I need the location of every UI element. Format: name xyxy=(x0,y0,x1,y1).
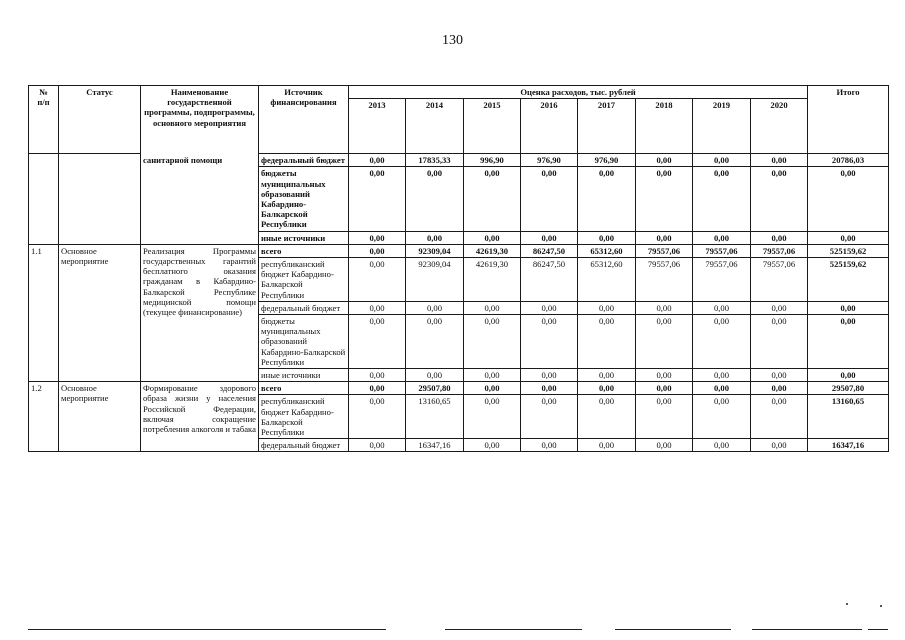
header-name: Наименование государственной программы, подпрограммы, основного мероприятия xyxy=(141,86,259,154)
cell-value: 92309,04 xyxy=(406,258,464,302)
header-status: Статус xyxy=(59,86,141,154)
cell-value: 79557,06 xyxy=(751,258,808,302)
cell-value: 0,00 xyxy=(693,395,751,439)
row-program-name: Формирование здорового образа жизни у населения Российской Федерации, включая сокращение потребления алкоголя и табака xyxy=(141,382,259,452)
header-num: № п/п xyxy=(29,86,59,154)
row-program-name: Реализация Программы государственных гарантий бесплатного оказания гражданам в Кабардино-Балкарской Республике медицинской помощи (текущее финансирование) xyxy=(141,244,259,381)
cell-value: 0,00 xyxy=(693,369,751,382)
cell-value: 0,00 xyxy=(578,439,636,452)
cell-value: 0,00 xyxy=(349,231,406,244)
row-status: Основное мероприятие xyxy=(59,382,141,452)
footer-rule xyxy=(28,629,386,630)
row-funding-source: федеральный бюджет xyxy=(259,439,349,452)
cell-value: 0,00 xyxy=(521,167,578,231)
footer-rule xyxy=(752,629,862,630)
row-program-name: санитарной помощи xyxy=(141,154,259,245)
header-source: Источник финансирования xyxy=(259,86,349,154)
cell-total: 29507,80 xyxy=(808,382,889,395)
cell-value: 0,00 xyxy=(464,382,521,395)
row-funding-source: республиканский бюджет Кабардино-Балкарской Республики xyxy=(259,395,349,439)
cell-value: 0,00 xyxy=(464,231,521,244)
cell-value: 0,00 xyxy=(349,301,406,314)
header-estimate: Оценка расходов, тыс. рублей xyxy=(349,86,808,99)
cell-value: 0,00 xyxy=(349,369,406,382)
cell-value: 0,00 xyxy=(693,439,751,452)
cell-total: 16347,16 xyxy=(808,439,889,452)
cell-value: 79557,06 xyxy=(693,258,751,302)
cell-value: 0,00 xyxy=(636,369,693,382)
cell-value: 976,90 xyxy=(521,154,578,167)
header-year: 2018 xyxy=(636,99,693,154)
expense-table xyxy=(28,85,889,452)
cell-value: 0,00 xyxy=(521,439,578,452)
cell-value: 0,00 xyxy=(636,301,693,314)
cell-value: 0,00 xyxy=(693,315,751,369)
cell-value: 0,00 xyxy=(464,439,521,452)
row-funding-source: федеральный бюджет xyxy=(259,301,349,314)
row-funding-source: иные источники xyxy=(259,369,349,382)
cell-value: 996,90 xyxy=(464,154,521,167)
row-number xyxy=(29,154,59,245)
cell-value: 0,00 xyxy=(693,231,751,244)
cell-value: 0,00 xyxy=(751,231,808,244)
cell-value: 17835,33 xyxy=(406,154,464,167)
table-row xyxy=(29,382,889,395)
cell-value: 42619,30 xyxy=(464,244,521,257)
table-row xyxy=(29,154,889,167)
row-status xyxy=(59,154,141,245)
row-funding-source: всего xyxy=(259,382,349,395)
cell-value: 0,00 xyxy=(406,167,464,231)
row-funding-source: республиканский бюджет Кабардино-Балкарской Республики xyxy=(259,258,349,302)
footer-rule xyxy=(615,629,731,630)
cell-value: 0,00 xyxy=(751,439,808,452)
cell-value: 0,00 xyxy=(693,382,751,395)
cell-value: 0,00 xyxy=(636,231,693,244)
cell-value: 0,00 xyxy=(349,244,406,257)
cell-value: 86247,50 xyxy=(521,244,578,257)
cell-value: 0,00 xyxy=(521,315,578,369)
cell-value: 0,00 xyxy=(521,369,578,382)
row-funding-source: федеральный бюджет xyxy=(259,154,349,167)
cell-value: 0,00 xyxy=(464,395,521,439)
header-year: 2015 xyxy=(464,99,521,154)
cell-value: 92309,04 xyxy=(406,244,464,257)
cell-value: 0,00 xyxy=(464,369,521,382)
cell-total: 525159,62 xyxy=(808,244,889,257)
cell-value: 0,00 xyxy=(636,382,693,395)
cell-value: 0,00 xyxy=(464,315,521,369)
row-funding-source: иные источники xyxy=(259,231,349,244)
cell-value: 0,00 xyxy=(521,301,578,314)
cell-value: 0,00 xyxy=(464,301,521,314)
cell-total: 0,00 xyxy=(808,167,889,231)
cell-value: 0,00 xyxy=(521,395,578,439)
cell-total: 0,00 xyxy=(808,231,889,244)
cell-value: 0,00 xyxy=(578,395,636,439)
cell-value: 0,00 xyxy=(521,231,578,244)
cell-total: 0,00 xyxy=(808,315,889,369)
cell-value: 0,00 xyxy=(406,369,464,382)
cell-value: 0,00 xyxy=(521,382,578,395)
table-header xyxy=(29,86,889,154)
cell-value: 65312,60 xyxy=(578,244,636,257)
cell-value: 0,00 xyxy=(406,231,464,244)
page-number: 130 xyxy=(442,33,463,48)
cell-value: 0,00 xyxy=(349,167,406,231)
cell-value: 0,00 xyxy=(349,315,406,369)
cell-value: 0,00 xyxy=(636,395,693,439)
footer-rule xyxy=(445,629,582,630)
row-number: 1.2 xyxy=(29,382,59,452)
header-year: 2017 xyxy=(578,99,636,154)
cell-value: 0,00 xyxy=(578,301,636,314)
header-year: 2013 xyxy=(349,99,406,154)
cell-value: 0,00 xyxy=(349,395,406,439)
row-number: 1.1 xyxy=(29,244,59,381)
header-year: 2016 xyxy=(521,99,578,154)
cell-value: 0,00 xyxy=(578,315,636,369)
cell-value: 29507,80 xyxy=(406,382,464,395)
cell-value: 0,00 xyxy=(578,167,636,231)
header-year: 2014 xyxy=(406,99,464,154)
cell-value: 0,00 xyxy=(693,301,751,314)
scan-speck xyxy=(880,605,882,607)
cell-value: 0,00 xyxy=(406,315,464,369)
cell-value: 0,00 xyxy=(578,231,636,244)
cell-value: 0,00 xyxy=(693,167,751,231)
cell-value: 0,00 xyxy=(751,369,808,382)
cell-value: 79557,06 xyxy=(693,244,751,257)
cell-value: 42619,30 xyxy=(464,258,521,302)
cell-value: 0,00 xyxy=(636,167,693,231)
header-total: Итого xyxy=(808,86,889,154)
cell-value: 0,00 xyxy=(578,382,636,395)
cell-value: 79557,06 xyxy=(636,244,693,257)
cell-value: 0,00 xyxy=(636,315,693,369)
cell-value: 65312,60 xyxy=(578,258,636,302)
cell-total: 20786,03 xyxy=(808,154,889,167)
row-funding-source: всего xyxy=(259,244,349,257)
cell-value: 0,00 xyxy=(636,439,693,452)
footer-rule xyxy=(868,629,888,630)
cell-value: 0,00 xyxy=(751,315,808,369)
cell-value: 0,00 xyxy=(349,439,406,452)
cell-value: 79557,06 xyxy=(636,258,693,302)
cell-value: 0,00 xyxy=(578,369,636,382)
cell-value: 0,00 xyxy=(751,154,808,167)
cell-total: 525159,62 xyxy=(808,258,889,302)
row-funding-source: бюджеты муниципальных образований Кабардино-Балкарской Республики xyxy=(259,167,349,231)
header-year: 2020 xyxy=(751,99,808,154)
header-year: 2019 xyxy=(693,99,751,154)
cell-value: 86247,50 xyxy=(521,258,578,302)
cell-value: 0,00 xyxy=(464,167,521,231)
cell-value: 79557,06 xyxy=(751,244,808,257)
cell-value: 0,00 xyxy=(636,154,693,167)
row-funding-source: бюджеты муниципальных образований Кабардино-Балкарской Республики xyxy=(259,315,349,369)
cell-value: 0,00 xyxy=(349,154,406,167)
table-body xyxy=(29,154,889,452)
cell-value: 0,00 xyxy=(751,301,808,314)
cell-total: 13160,65 xyxy=(808,395,889,439)
row-status: Основное мероприятие xyxy=(59,244,141,381)
cell-value: 0,00 xyxy=(349,258,406,302)
cell-value: 0,00 xyxy=(751,167,808,231)
cell-value: 16347,16 xyxy=(406,439,464,452)
cell-total: 0,00 xyxy=(808,369,889,382)
cell-value: 0,00 xyxy=(349,382,406,395)
cell-value: 976,90 xyxy=(578,154,636,167)
cell-value: 0,00 xyxy=(406,301,464,314)
cell-total: 0,00 xyxy=(808,301,889,314)
cell-value: 0,00 xyxy=(751,395,808,439)
cell-value: 0,00 xyxy=(693,154,751,167)
cell-value: 0,00 xyxy=(751,382,808,395)
scan-speck xyxy=(846,603,848,605)
table-row xyxy=(29,244,889,257)
cell-value: 13160,65 xyxy=(406,395,464,439)
